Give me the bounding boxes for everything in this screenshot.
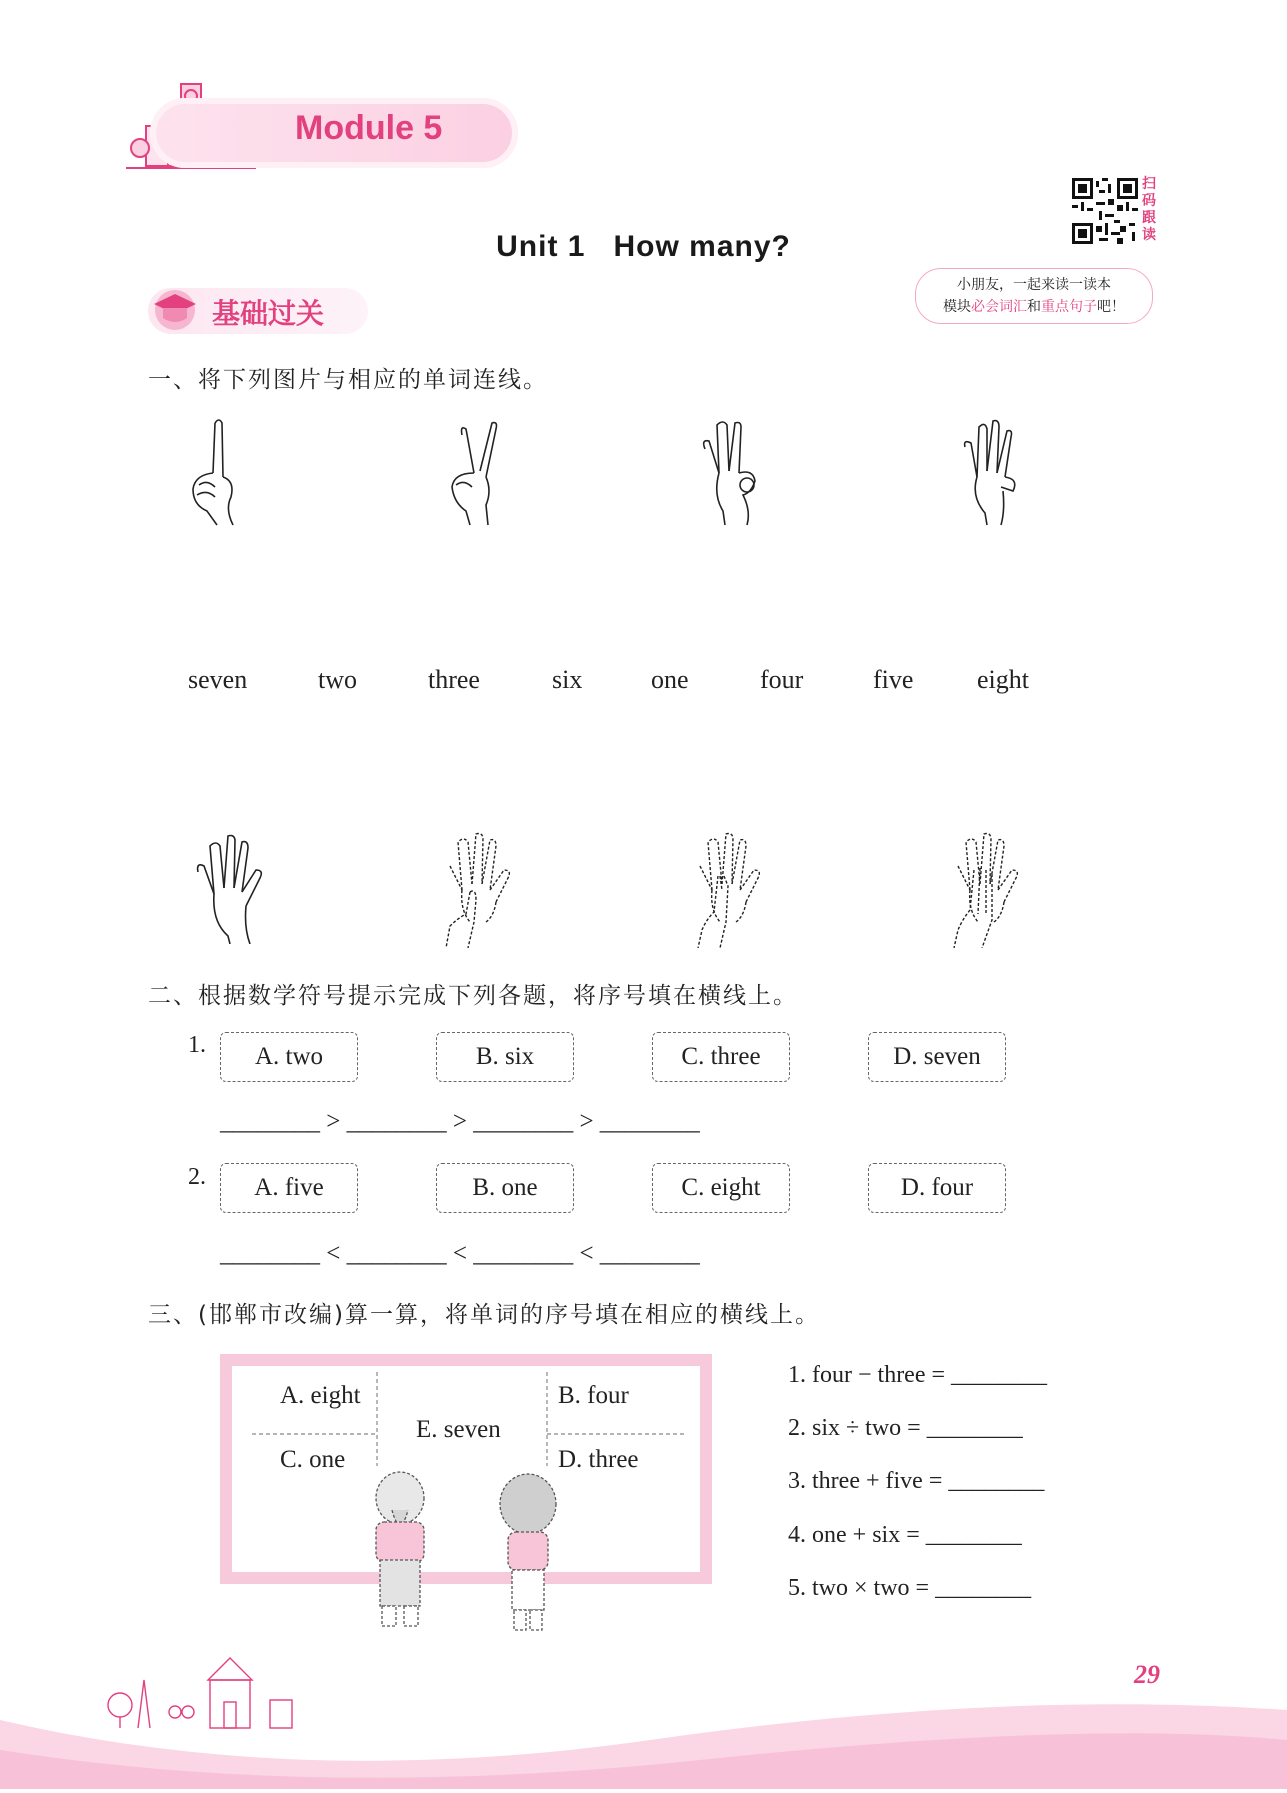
hand-four-icon[interactable]	[955, 415, 1025, 531]
word-four[interactable]: four	[760, 665, 804, 694]
board-word-d: D. three	[558, 1446, 639, 1473]
q2-item1-answer-blanks[interactable]: ________ > ________ > ________ > ________	[220, 1108, 700, 1135]
word-three[interactable]: three	[428, 665, 480, 694]
page-number: 29	[1134, 1660, 1160, 1689]
hand-three-icon[interactable]	[695, 415, 765, 531]
choice-c-eight[interactable]: C. eight	[652, 1163, 790, 1213]
q3-heading: 三、(邯郸市改编)算一算，将单词的序号填在相应的横线上。	[148, 1302, 820, 1328]
q1-heading: 一、将下列图片与相应的单词连线。	[148, 367, 548, 393]
q2-item1-number: 1.	[188, 1032, 206, 1058]
hand-two-icon[interactable]	[440, 415, 510, 531]
choice-b-one[interactable]: B. one	[436, 1163, 574, 1213]
word-one[interactable]: one	[651, 665, 689, 694]
q2-item2-number: 2.	[188, 1164, 206, 1190]
graduation-cap-icon	[148, 286, 202, 334]
word-two[interactable]: two	[318, 665, 357, 694]
unit-title: Unit 1 How many?	[496, 230, 791, 263]
hand-eight-icon[interactable]	[948, 830, 1028, 952]
word-five[interactable]: five	[873, 665, 914, 694]
section-title: 基础过关	[212, 297, 325, 330]
q2-item2-answer-blanks[interactable]: ________ < ________ < ________ < ________	[220, 1240, 700, 1267]
qr-code-icon[interactable]	[1072, 178, 1138, 244]
choice-d-four[interactable]: D. four	[868, 1163, 1006, 1213]
town-illustration	[100, 1650, 330, 1734]
board-word-b: B. four	[558, 1382, 629, 1409]
word-six[interactable]: six	[552, 665, 583, 694]
choice-c-three[interactable]: C. three	[652, 1032, 790, 1082]
qr-label: 扫 码 跟 读	[1142, 176, 1156, 243]
board-word-c: C. one	[280, 1446, 346, 1473]
tip-bubble: 小朋友，一起来读一读本 模块必会词汇和重点句子吧！	[915, 268, 1153, 324]
hand-one-icon[interactable]	[185, 415, 255, 531]
word-seven[interactable]: seven	[188, 665, 248, 694]
equation-5[interactable]: 5. two × two = ________	[788, 1575, 1032, 1601]
equation-1[interactable]: 1. four − three = ________	[788, 1362, 1048, 1388]
choice-a-two[interactable]: A. two	[220, 1032, 358, 1082]
word-eight[interactable]: eight	[977, 665, 1029, 694]
hand-five-icon[interactable]	[192, 832, 272, 948]
module-title: Module 5	[295, 109, 443, 147]
equation-4[interactable]: 4. one + six = ________	[788, 1522, 1022, 1548]
equation-3[interactable]: 3. three + five = ________	[788, 1468, 1045, 1494]
q2-heading: 二、根据数学符号提示完成下列各题，将序号填在横线上。	[148, 983, 798, 1009]
hand-seven-icon[interactable]	[690, 830, 770, 952]
choice-b-six[interactable]: B. six	[436, 1032, 574, 1082]
board-word-a: A. eight	[280, 1382, 361, 1409]
board-word-e: E. seven	[416, 1416, 501, 1443]
choice-a-five[interactable]: A. five	[220, 1163, 358, 1213]
equation-2[interactable]: 2. six ÷ two = ________	[788, 1415, 1023, 1441]
hand-six-icon[interactable]	[440, 830, 520, 952]
children-illustration	[362, 1470, 572, 1644]
choice-d-seven[interactable]: D. seven	[868, 1032, 1006, 1082]
